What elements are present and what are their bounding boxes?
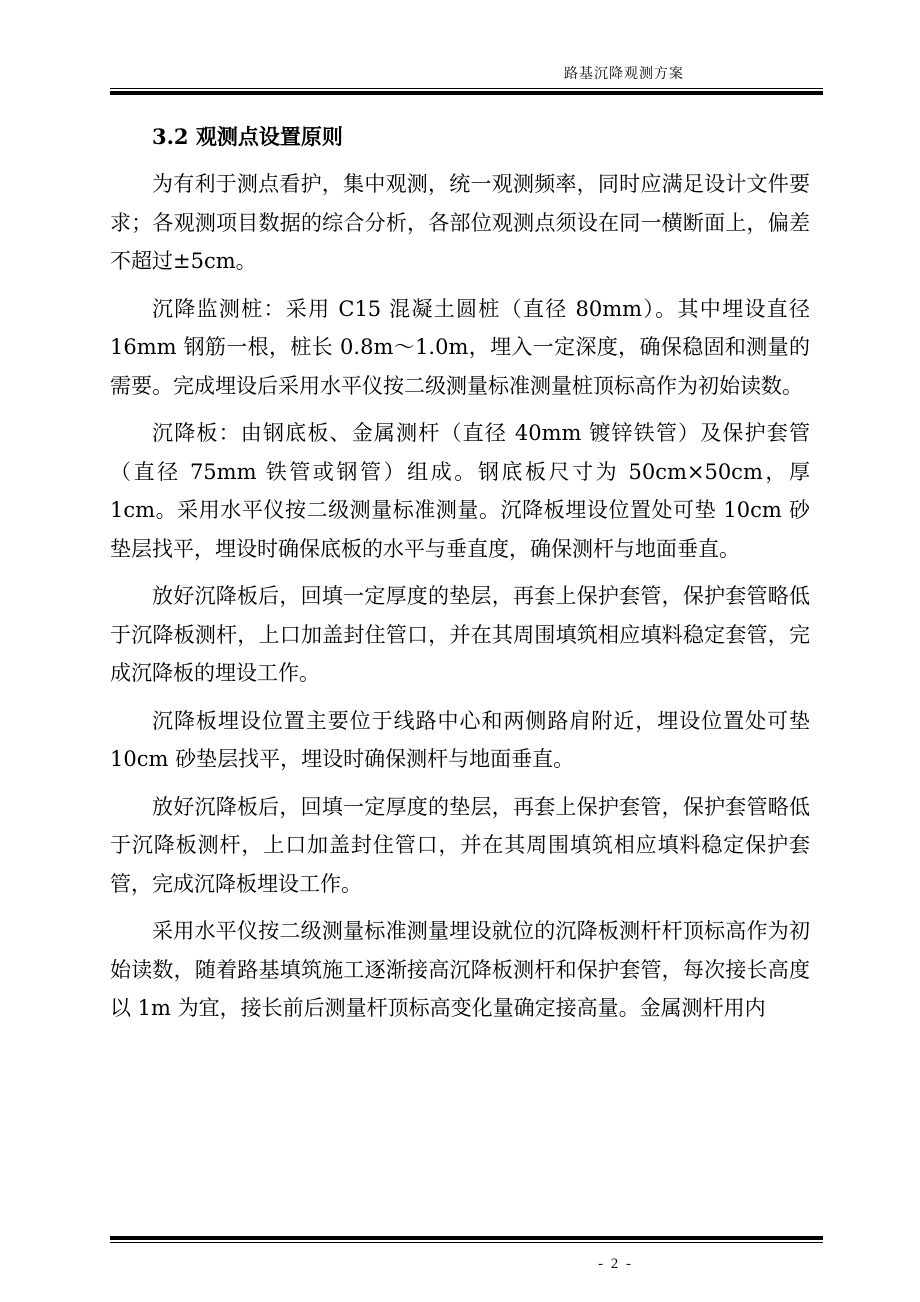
footer-rule-thick xyxy=(110,1236,823,1240)
header-rule-thick xyxy=(110,91,823,95)
header-title: 路基沉降观测方案 xyxy=(564,66,684,82)
paragraph-3: 沉降板：由钢底板、金属测杆（直径 40mm 镀锌铁管）及保护套管（直径 75mm 铁管或钢管）组成。钢底板尺寸为 50cm×50cm，厚 1cm。采用水平仪按二级测量标准测量。沉降板埋设位置处可垫 10cm 砂垫层找平，埋设时确保底板的水平与垂直度，确保测杆与地面垂直。 xyxy=(110,421,810,561)
body-content xyxy=(110,118,810,1037)
paragraph-4: 放好沉降板后，回填一定厚度的垫层，再套上保护套管，保护套管略低于沉降板测杆，上口加盖封住管口，并在其周围填筑相应填料稳定套管，完成沉降板的埋设工作。 xyxy=(110,584,810,685)
paragraph-1: 为有利于测点看护，集中观测，统一观测频率，同时应满足设计文件要求；各观测项目数据的综合分析，各部位观测点须设在同一横断面上，偏差不超过±5cm。 xyxy=(110,172,810,273)
header-rule-thin xyxy=(110,88,823,89)
section-heading: 3.2 观测点设置原则 xyxy=(152,124,343,149)
page-number: - 2 - xyxy=(598,1256,633,1272)
paragraph-2: 沉降监测桩：采用 C15 混凝土圆桩（直径 80mm）。其中埋设直径 16mm 钢筋一根，桩长 0.8m～1.0m，埋入一定深度，确保稳固和测量的需要。完成埋设后采用水平仪按二级测量标准测量桩顶标高作为初始读数。 xyxy=(110,296,810,398)
paragraph-7: 采用水平仪按二级测量标准测量埋设就位的沉降板测杆杆顶标高作为初始读数，随着路基填筑施工逐渐接高沉降板测杆和保护套管，每次接长高度以 1m 为宜，接长前后测量杆顶标高变化量确定接高量。金属测杆用内 xyxy=(110,919,810,1020)
paragraph-6: 放好沉降板后，回填一定厚度的垫层，再套上保护套管，保护套管略低于沉降板测杆，上口加盖封住管口，并在其周围填筑相应填料稳定保护套管，完成沉降板埋设工作。 xyxy=(110,794,810,896)
footer-rule-thin xyxy=(110,1242,823,1243)
paragraph-5: 沉降板埋设位置主要位于线路中心和两侧路肩附近，埋设位置处可垫10cm 砂垫层找平，埋设时确保测杆与地面垂直。 xyxy=(110,708,810,771)
